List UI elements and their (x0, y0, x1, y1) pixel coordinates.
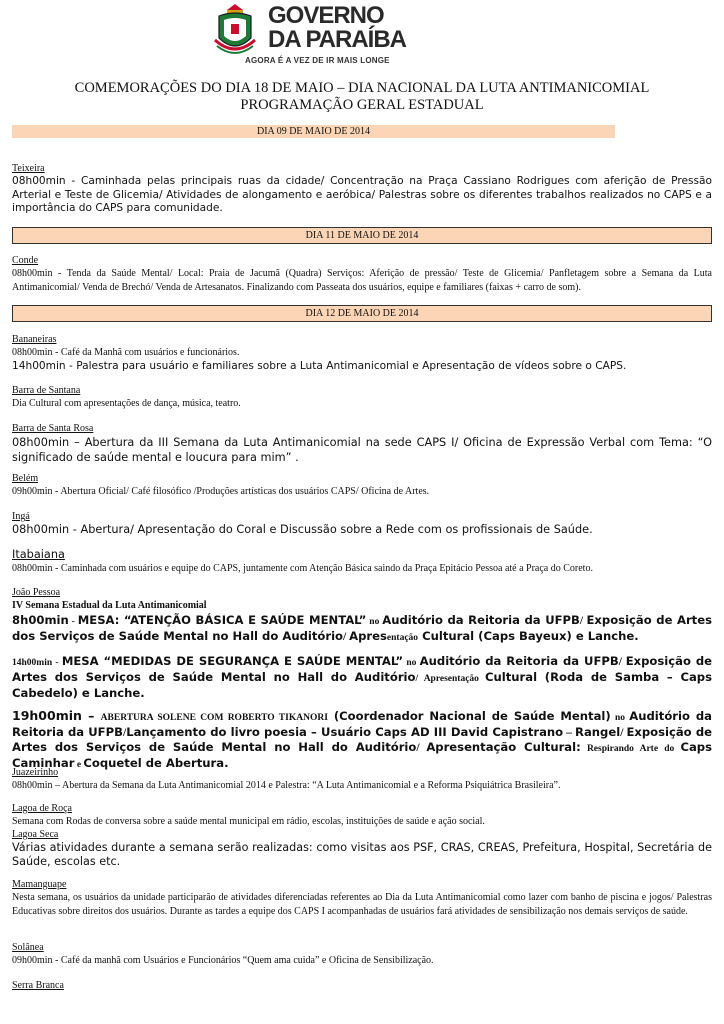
connector: no (610, 712, 630, 723)
entry-text: 08h00min - Caminhada com usuários e equipe do CAPS, juntamente com Atenção Básica saindo da Praça Epitácio Pessoa até a Praça do Coreto. (12, 563, 593, 574)
entry-mamanguape (12, 879, 712, 918)
jp-event-evening (12, 709, 712, 772)
day-header-11: DIA 11 DE MAIO DE 2014 (12, 227, 712, 244)
event-detail: Exposição de Artes dos Serviços de Saúde Mental no Hall do Auditório (12, 724, 712, 754)
logo-line-governo: GOVERNO (268, 2, 384, 29)
event-detail: Exposição de Artes dos Serviços de Saúde Mental no Hall do Auditório (12, 653, 713, 684)
entry-text: 08h00min – Abertura da III Semana da Luta Antimanicomial na sede CAPS I/ Oficina de Expressão Verbal com Tema: “O significado de saúde mental e loucura para mim” . (12, 436, 712, 464)
entry-text: 08h00min – Abertura da Semana da Luta Antimanicomial 2014 e Palestra: “A Luta Antimanicomial e a Reforma Psiquiátrica Brasileira”. (12, 780, 561, 791)
connector: no (366, 616, 383, 627)
city-name: Itabaiana (12, 548, 65, 561)
city-name: Bananeiras (12, 334, 57, 345)
day-header-12: DIA 12 DE MAIO DE 2014 (12, 305, 712, 322)
entry-bananeiras (12, 334, 712, 373)
separator: – (563, 725, 576, 739)
connector: no (403, 657, 420, 668)
entry-text: 08h00min - Café da Manhã com usuários e funcionários. (12, 347, 240, 358)
entry-text: Nesta semana, os usuários da unidade participarão de atividades diferenciadas referentes ao Dia da Luta Antimanicomial como lazer com banho de piscina e jogos/ Palestras Educativas sobre direitos dos usuários. Durante as tardes a equipe dos CAPS I acompanhadas de usuários fará atividades de sensibilização nos demais serviços de saúde. (12, 892, 712, 917)
event-heading: IV Semana Estadual da Luta Antimanicomial (12, 600, 207, 611)
entry-joao-pessoa (12, 587, 712, 772)
event-place: Auditório da Reitoria da UFPB (419, 653, 619, 668)
entry-text: Várias atividades durante a semana serão realizadas: como visitas aos PSF, CRAS, CREAS, Prefeitura, Hospital, Secretária de Saúde, escolas etc. (12, 841, 712, 868)
separator: / (343, 629, 350, 643)
logo-line-paraiba: DA PARAÍBA (268, 26, 406, 53)
entry-lagoa-seca (12, 829, 712, 869)
event-detail: Apresentação Cultural: (426, 739, 581, 754)
entry-text: Dia Cultural com apresentações de dança, música, teatro. (12, 398, 241, 409)
entry-text: 09h00min - Abertura Oficial/ Café filosófico /Produções artísticas dos usuários CAPS/ Oficina de Artes. (12, 486, 430, 497)
event-detail: Apres (349, 628, 387, 643)
document-title: COMEMORAÇÕES DO DIA 18 DE MAIO – DIA NACIONAL DA LUTA ANTIMANICOMIAL (74, 80, 650, 96)
event-detail: Coquetel de Abertura. (83, 755, 229, 770)
city-name: Lagoa Seca (12, 829, 59, 840)
separator: / Apresentação (415, 673, 486, 684)
entry-text: 08h00min - Caminhada pelas principais ruas da cidade/ Concentração na Praça Cassiano Rodrigues com aferição de Pressão Arterial e Teste de Glicemia/ Atividades de alongamento e aeróbica/ Palestras sobre os diferentes trabalhos realizados no CAPS e a importância do CAPS para comunidade. (12, 175, 712, 214)
event-detail: Caps Caminhar (12, 739, 712, 770)
entry-conde (12, 255, 712, 294)
separator: / (122, 725, 127, 739)
event-detail: Exposição de Artes dos Serviços de Saúde Mental no Hall do Auditório (12, 612, 712, 643)
event-detail: Cultural (Caps Bayeux) e Lanche. (418, 628, 639, 643)
city-name: Mamanguape (12, 879, 67, 890)
event-title: MESA “MEDIDAS DE SEGURANÇA E SAÚDE MENTAL” (61, 653, 404, 668)
entry-text: 08h00min - Abertura/ Apresentação do Coral e Discussão sobre a Rede com os profissionais de Saúde. (12, 523, 593, 536)
document-subtitle: PROGRAMAÇÃO GERAL ESTADUAL (240, 97, 484, 113)
event-time: 8h00min (12, 612, 69, 627)
entry-text: 08h00min - Tenda da Saúde Mental/ Local: Praia de Jacumã (Quadra) Serviços: Aferição de pressão/ Teste de Glicemia/ Panfletagem sobre a Semana da Luta Antimanicomial/ Venda de Brechó/ Venda de Artesanatos. Finalizando com Passeata dos usuários, equipe e familiares (faixas + carro de som). (12, 268, 712, 293)
separator: / (579, 613, 587, 627)
jp-event-afternoon (12, 654, 712, 700)
entry-barra-de-santa-rosa (12, 423, 712, 465)
entry-solanea (12, 942, 712, 968)
city-name: Belém (12, 473, 39, 484)
city-name: Lagoa de Roça (12, 803, 72, 814)
event-time: 19h00min – (12, 707, 101, 723)
event-detail: Rangel (575, 724, 621, 739)
city-name: Teixeira (12, 163, 45, 174)
city-name: Juazeirinho (12, 767, 59, 778)
event-place: Auditório da Reitoria da UFPB (12, 708, 713, 739)
entry-text: 14h00min - Palestra para usuário e familiares sobre a Luta Antimanicomial e Apresentação de vídeos sobre o CAPS. (12, 359, 627, 372)
event-detail: entação (386, 632, 419, 643)
city-name: Ingá (12, 511, 30, 522)
jp-event-morning (12, 613, 712, 645)
city-name: Solânea (12, 942, 44, 953)
connector: e (74, 759, 84, 770)
entry-teixeira (12, 163, 712, 216)
event-place: Auditório da Reitoria da UFPB (382, 612, 580, 627)
separator: / (416, 740, 427, 754)
entry-belem (12, 473, 712, 499)
event-detail: Lançamento do livro poesia – Usuário Caps AD III David Capistrano (126, 724, 564, 739)
event-detail: (Coordenador Nacional de Saúde Mental) (327, 708, 611, 723)
city-name: João Pessoa (12, 587, 61, 598)
separator: / (618, 654, 626, 668)
separator: - (68, 616, 78, 627)
city-name: Conde (12, 255, 39, 266)
entry-juazeirinho (12, 767, 712, 793)
entry-lagoa-de-roca (12, 803, 712, 829)
entry-barra-de-santana (12, 385, 712, 411)
entry-itabaiana (12, 548, 712, 576)
city-name: Barra de Santana (12, 385, 81, 396)
logo-tagline: AGORA É A VEZ DE IR MAIS LONGE (245, 56, 390, 65)
city-name: Barra de Santa Rosa (12, 423, 94, 434)
entry-text: 09h00min - Café da manhã com Usuários e Funcionários “Quem ama cuida” e Oficina de Sensibilização. (12, 955, 434, 966)
event-detail: Respirando Arte do (580, 743, 681, 754)
entry-inga (12, 511, 712, 537)
logo-wordmark (268, 4, 406, 52)
separator: / (620, 725, 627, 739)
entry-text: Semana com Rodas de conversa sobre a saúde mental municipal em rádio, escolas, instituições de saúde e ação social. (12, 816, 485, 827)
event-detail: Cultural (Roda de Samba – Caps Cabedelo) e Lanche. (12, 669, 712, 700)
day-header-09: DIA 09 DE MAIO DE 2014 (12, 125, 615, 138)
entry-serra-branca (12, 980, 712, 992)
event-title: ABERTURA SOLENE COM ROBERTO TIKANORI (100, 712, 328, 723)
event-time: 14h00min - (12, 657, 62, 668)
city-name: Serra Branca (12, 980, 64, 991)
event-title: MESA: “ATENÇÃO BÁSICA E SAÚDE MENTAL” (77, 612, 367, 627)
